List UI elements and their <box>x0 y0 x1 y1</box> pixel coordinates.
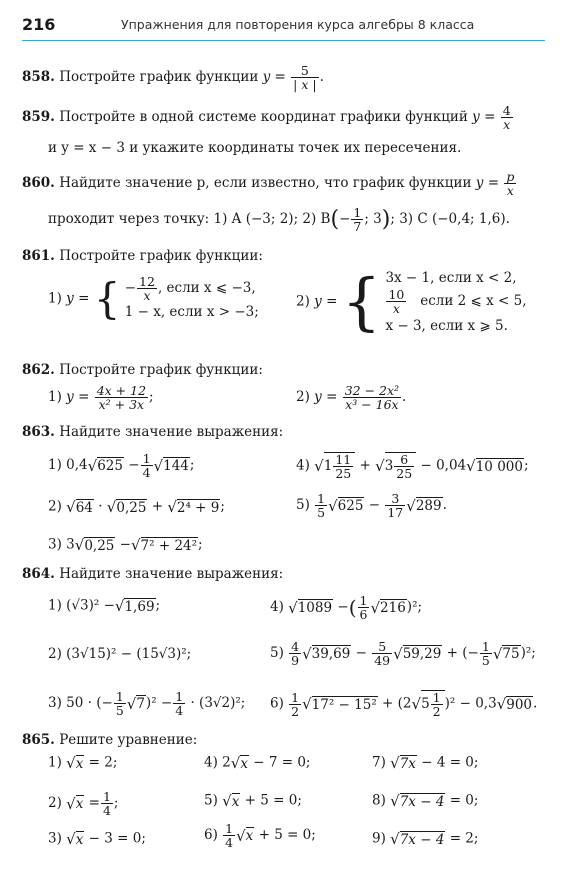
exercise-864-item2: 2) (3√15)² − (15√3)²; <box>48 646 192 662</box>
equation-4: 4) 2√ x − 7 = 0; <box>204 754 310 772</box>
exercise-864-item5: 5) $\frac{4}{9}$ √ 39,69 − $\frac{5}{49}$ √ 59,29 + (− $\frac{1}{5}$ √ 75)²; <box>270 640 536 667</box>
exercise-864-item6: 6) $\frac{1}{2}$ √ 17² − 15² + (2√ 5 $\frac{1}{2}$ )² − 0,3√ 900. <box>270 690 537 718</box>
equation-9: 9) √ 7x − 4 = 2; <box>372 830 478 848</box>
exercise-865: 865. Решите уравнение: <box>22 732 198 748</box>
exercise-863-item4: 4) √ 1 $\frac{11}{25}$ + √ 3 $\frac{6}{25}$ − 0,04√ 10 000; <box>296 452 529 480</box>
exercise-864-item4: 4) √ 1089 −( $\frac{1}{6}$ √ 216)²; <box>270 594 422 621</box>
exercise-862-part1: 1) y = $\frac{4x + 12}{\text{x² + 3x}}$ ; <box>48 383 154 413</box>
equation-7: 7) √ 7x − 4 = 0; <box>372 754 478 772</box>
exercise-861: 861. Постройте график функции: <box>22 248 263 264</box>
exercise-859-line2: и y = x − 3 и укажите координаты точек их пересечения. <box>48 140 462 156</box>
fraction: $\frac{5}{| x |}$ <box>293 63 317 93</box>
page-header <box>22 8 545 41</box>
exercise-864-item3: 3) 50 · (− $\frac{1}{5}$ √ 7)² − $\frac{1}{4}$ · (3√2)²; <box>48 690 245 717</box>
equation-8: 8) √ 7x − 4 = 0; <box>372 792 478 810</box>
exercise-862: 862. Постройте график функции: <box>22 362 263 378</box>
exercise-863: 863. Найдите значение выражения: <box>22 424 284 440</box>
exercise-864: 864. Найдите значение выражения: <box>22 566 284 582</box>
equation-3: 3) √ x − 3 = 0; <box>48 830 146 848</box>
fraction: $\frac{4}{x}$ <box>502 103 511 133</box>
fraction: $\frac{p}{x}$ <box>506 169 515 199</box>
exercise-863-item1: 1) 0,4√ 625 − $\frac{1}{4}$ √ 144; <box>48 452 194 479</box>
exercise-861-part2: 2) y = { 3x − 1, если x < 2, $\frac{10}{x}$ если 2 ⩽ x < 5, x − 3, если x ⩾ 5. <box>296 264 527 338</box>
exercise-863-item2: 2) √ 64 · √ 0,25 + √ 2⁴ + 9; <box>48 498 225 516</box>
exercise-859: 859. Постройте в одной системе координат графики функций y = $\frac{4}{x}$ <box>22 103 511 133</box>
exercise-862-part2: 2) y = $\frac{\text{32 − 2x²}}{\text{x³ − 16x}}$ . <box>296 383 407 413</box>
fraction: $\frac{1}{7}$ <box>353 205 362 235</box>
page-number: 216 <box>22 15 56 34</box>
exercise-863-item3: 3) 3√ 0,25 −√ 7² + 24²; <box>48 536 203 554</box>
running-head: Упражнения для повторения курса алгебры 8 класса <box>121 17 475 32</box>
exercise-860: 860. Найдите значение p, если известно, что график функции y = $\frac{p}{x}$ <box>22 169 515 199</box>
equation-1: 1) √ x = 2; <box>48 754 117 772</box>
exercise-858: 858. Постройте график функции y = $\frac{5}{| x |}$ . <box>22 63 324 93</box>
exercise-863-item5: 5) $\frac{1}{5}$ √ 625 − $\frac{3}{17}$ √ 289. <box>296 492 447 519</box>
exercise-860-line2: проходит через точку: 1) A (−3; 2); 2) B(− $\frac{1}{7}$ ; 3); 3) C (−0,4; 1,6). <box>48 205 510 235</box>
equation-2: 2) √ x = $\frac{1}{4}$ ; <box>48 790 118 817</box>
exercise-864-item1: 1) (√3)² −√ 1,69; <box>48 597 160 615</box>
equation-6: 6) $\frac{1}{4}$ √ x + 5 = 0; <box>204 822 316 849</box>
equation-5: 5) √ x + 5 = 0; <box>204 792 302 810</box>
exercise-861-part1: 1) y = { − $\frac{12}{x}$ , если x ⩽ −3, 1 − x, если x > −3; <box>48 273 259 323</box>
